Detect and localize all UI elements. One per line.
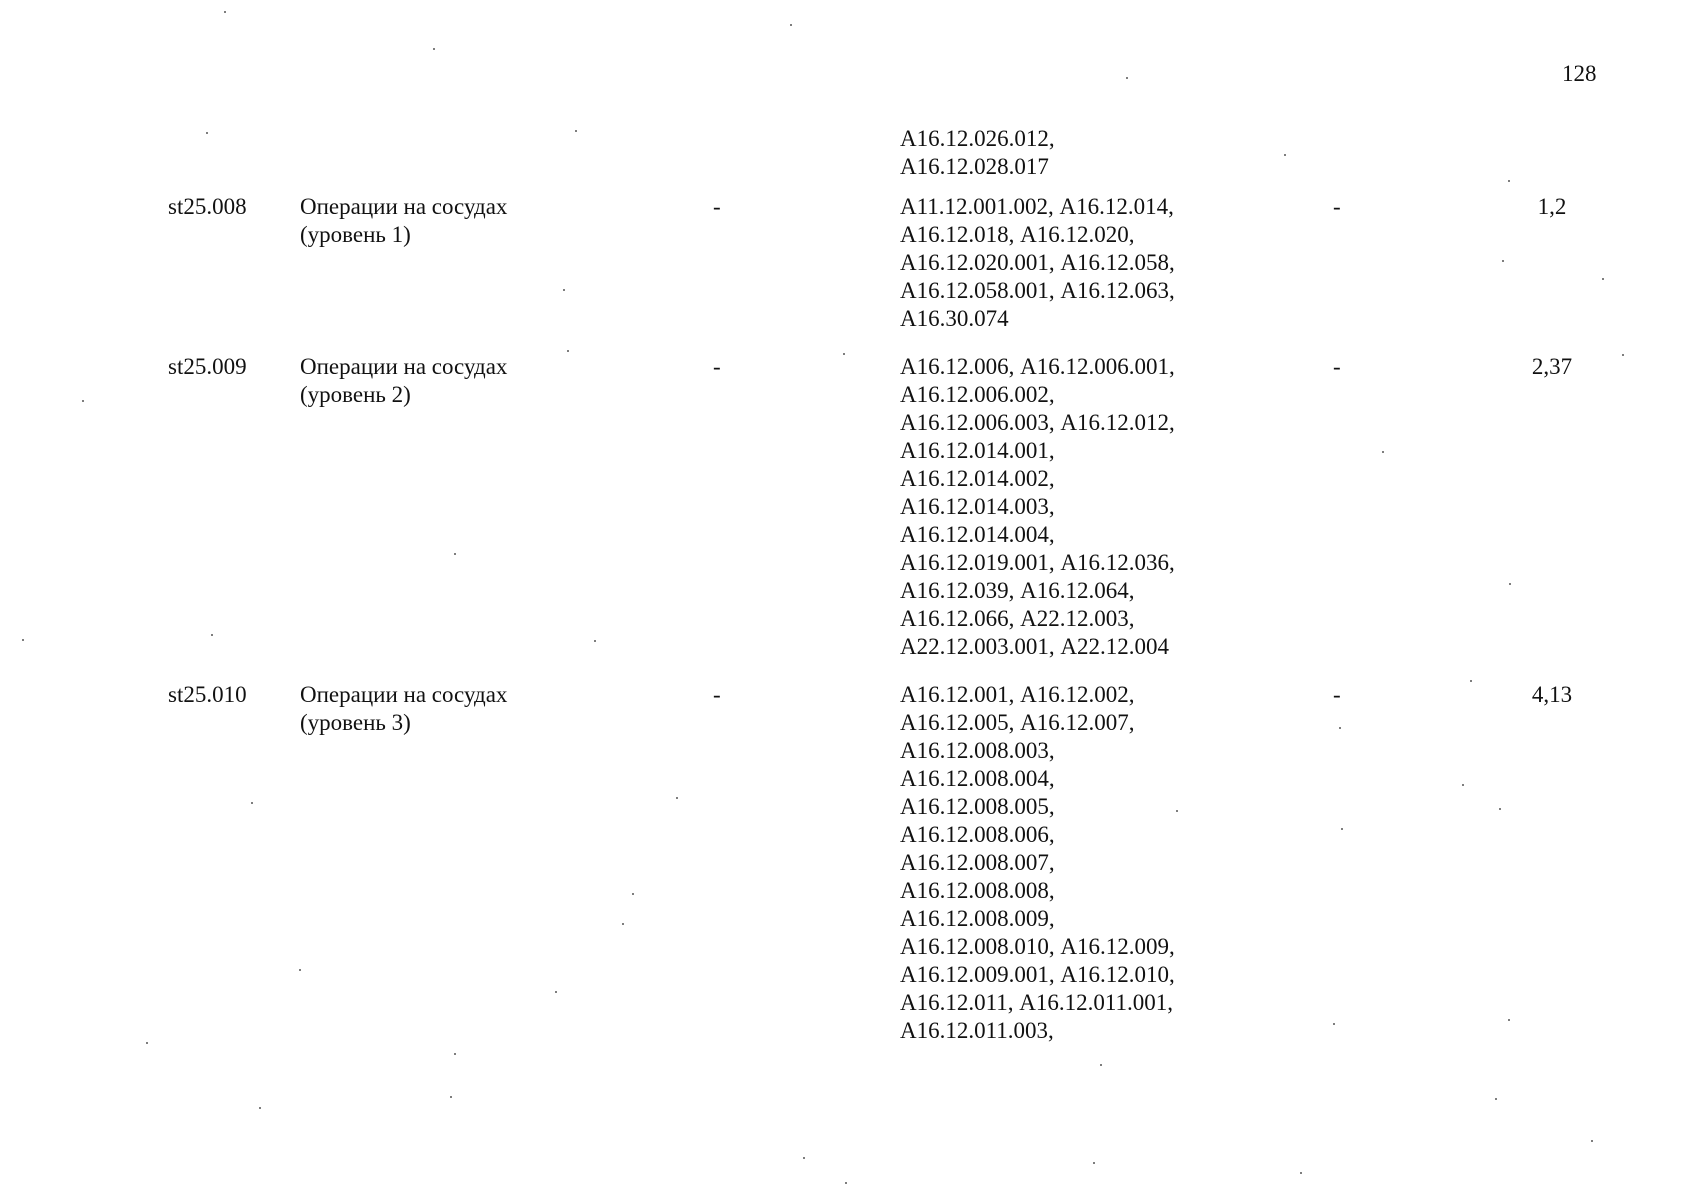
- scan-speck: [206, 132, 208, 134]
- scan-speck: [594, 640, 596, 642]
- code-line: А16.12.011.003,: [900, 1018, 1054, 1043]
- scan-speck: [1591, 1140, 1593, 1142]
- scan-speck: [790, 24, 792, 26]
- scan-speck: [1284, 154, 1286, 156]
- code-line: А16.12.001, А16.12.002,: [900, 682, 1135, 707]
- scan-speck: [1382, 451, 1384, 453]
- code-line: А16.12.028.017: [900, 154, 1049, 179]
- code-line: А16.12.014.001,: [900, 438, 1055, 463]
- scan-speck: [251, 802, 253, 804]
- scan-speck: [454, 1053, 456, 1055]
- scan-speck: [146, 1042, 148, 1044]
- scan-speck: [803, 1157, 805, 1159]
- scan-speck: [1333, 1023, 1335, 1025]
- name-line: Операции на сосудах: [300, 682, 508, 707]
- scan-speck: [1602, 278, 1604, 280]
- criteria-dash: -: [1333, 194, 1341, 219]
- diagnosis-dash: -: [713, 682, 721, 707]
- name-line: (уровень 3): [300, 710, 411, 735]
- code-line: А16.12.008.010, А16.12.009,: [900, 934, 1175, 959]
- scan-speck: [843, 353, 845, 355]
- code-line: А11.12.001.002, А16.12.014,: [900, 194, 1174, 219]
- scan-speck: [1509, 583, 1511, 585]
- scan-speck: [632, 893, 634, 895]
- scan-speck: [1470, 680, 1472, 682]
- code-line: А16.12.008.009,: [900, 906, 1055, 931]
- scan-speck: [1495, 1098, 1497, 1100]
- scan-speck: [1339, 727, 1341, 729]
- scan-speck: [454, 553, 456, 555]
- name-line: (уровень 2): [300, 382, 411, 407]
- code-line: А16.12.066, А22.12.003,: [900, 606, 1135, 631]
- code-line: А16.12.006, А16.12.006.001,: [900, 354, 1175, 379]
- criteria-dash: -: [1333, 682, 1341, 707]
- scan-speck: [1462, 784, 1464, 786]
- group-code: st25.008: [168, 194, 247, 219]
- code-line: А16.30.074: [900, 306, 1009, 331]
- code-line: А16.12.005, А16.12.007,: [900, 710, 1135, 735]
- name-line: Операции на сосудах: [300, 194, 508, 219]
- scan-speck: [82, 400, 84, 402]
- code-line: А16.12.008.005,: [900, 794, 1055, 819]
- scan-speck: [1300, 1172, 1302, 1174]
- scan-speck: [1341, 828, 1343, 830]
- name-line: Операции на сосудах: [300, 354, 508, 379]
- scan-speck: [563, 289, 565, 291]
- code-line: А16.12.006.002,: [900, 382, 1055, 407]
- group-code: st25.010: [168, 682, 247, 707]
- scan-speck: [259, 1107, 261, 1109]
- scan-speck: [1499, 808, 1501, 810]
- scan-speck: [567, 350, 569, 352]
- code-line: А16.12.008.003,: [900, 738, 1055, 763]
- code-line: А16.12.011, А16.12.011.001,: [900, 990, 1174, 1015]
- code-line: А16.12.014.003,: [900, 494, 1055, 519]
- scan-speck: [1622, 354, 1624, 356]
- coefficient: 1,2: [1537, 194, 1567, 219]
- scan-speck: [845, 1182, 847, 1184]
- page-number: 128: [1562, 61, 1597, 86]
- scan-speck: [575, 130, 577, 132]
- scan-speck: [1126, 77, 1128, 79]
- scan-speck: [1176, 810, 1178, 812]
- code-line: А16.12.008.004,: [900, 766, 1055, 791]
- code-line: А16.12.039, А16.12.064,: [900, 578, 1135, 603]
- scan-speck: [299, 969, 301, 971]
- scan-speck: [676, 797, 678, 799]
- scan-speck: [1508, 180, 1510, 182]
- diagnosis-dash: -: [713, 194, 721, 219]
- code-line: А16.12.014.004,: [900, 522, 1055, 547]
- criteria-dash: -: [1333, 354, 1341, 379]
- scan-speck: [1508, 1019, 1510, 1021]
- scan-speck: [1100, 1064, 1102, 1066]
- name-line: (уровень 1): [300, 222, 411, 247]
- coefficient: 2,37: [1531, 354, 1573, 379]
- scan-speck: [555, 991, 557, 993]
- code-line: А16.12.019.001, А16.12.036,: [900, 550, 1175, 575]
- code-line: А16.12.008.007,: [900, 850, 1055, 875]
- scan-speck: [211, 634, 213, 636]
- code-line: А16.12.018, А16.12.020,: [900, 222, 1135, 247]
- code-line: А16.12.058.001, А16.12.063,: [900, 278, 1175, 303]
- code-line: А16.12.009.001, А16.12.010,: [900, 962, 1175, 987]
- scan-speck: [622, 923, 624, 925]
- code-line: А16.12.026.012,: [900, 126, 1055, 151]
- code-line: А16.12.014.002,: [900, 466, 1055, 491]
- coefficient: 4,13: [1531, 682, 1573, 707]
- code-line: А16.12.008.008,: [900, 878, 1055, 903]
- group-code: st25.009: [168, 354, 247, 379]
- diagnosis-dash: -: [713, 354, 721, 379]
- code-line: А16.12.006.003, А16.12.012,: [900, 410, 1175, 435]
- code-line: А16.12.008.006,: [900, 822, 1055, 847]
- scan-speck: [450, 1096, 452, 1098]
- scan-speck: [433, 48, 435, 50]
- scan-speck: [224, 11, 226, 13]
- scan-speck: [1093, 1162, 1095, 1164]
- scan-speck: [22, 639, 24, 641]
- scan-speck: [1502, 260, 1504, 262]
- code-line: А22.12.003.001, А22.12.004: [900, 634, 1169, 659]
- code-line: А16.12.020.001, А16.12.058,: [900, 250, 1175, 275]
